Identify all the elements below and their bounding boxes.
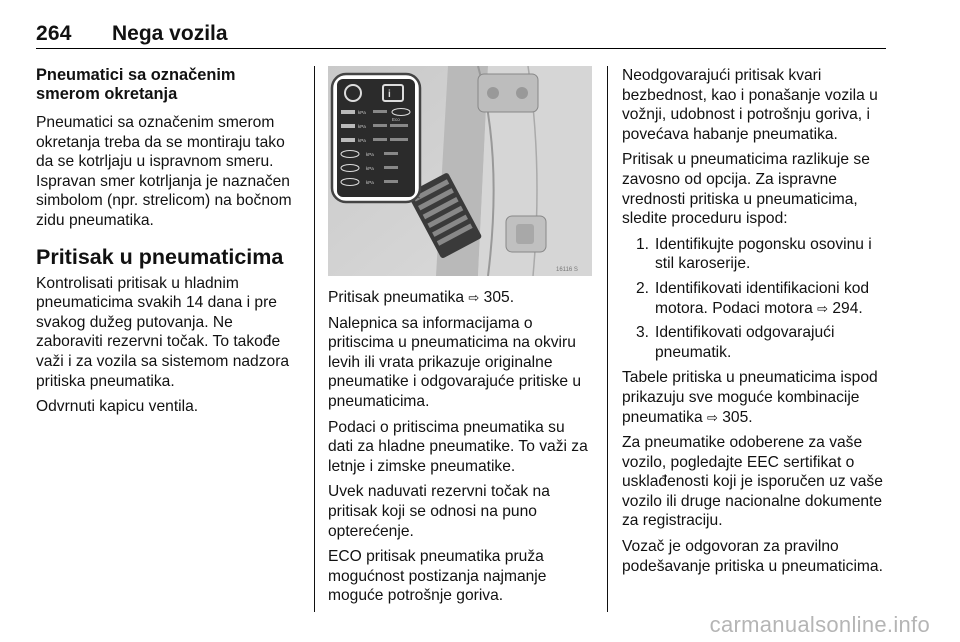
column-left xyxy=(36,66,302,423)
svg-text:kPa: kPa xyxy=(366,166,374,171)
paragraph-driver-responsible: Vozač je odgovoran za pravilno podešavanje pritiska u pneumaticima. xyxy=(622,538,883,575)
svg-text:Eco: Eco xyxy=(392,117,400,122)
paragraph-label-info: Nalepnica sa informacijama o pritiscima u pneumaticima na okviru levih ili vrata prikazuje originalne pneumatike i odgovarajuće pritiske u pneumaticima. xyxy=(328,314,582,410)
paragraph-spare-wheel: Uvek naduvati rezervni točak na pritisak koji se odnosi na puno opterećenje. xyxy=(328,483,550,540)
page-ref-arrow-icon: ⇨ xyxy=(817,300,828,316)
svg-text:kPa: kPa xyxy=(358,110,366,115)
heading-directional-tyres: Pneumatici sa označenim smerom okretanja xyxy=(36,66,236,103)
heading-tyre-pressure: Pritisak u pneumaticima xyxy=(36,244,284,269)
paragraph-valve-cap: Odvrnuti kapicu ventila. xyxy=(36,398,199,416)
tyre-pressure-label-figure xyxy=(328,66,592,276)
procedure-steps xyxy=(622,235,890,363)
column-divider-right xyxy=(607,66,608,612)
page-ref-arrow-icon: ⇨ xyxy=(468,290,480,305)
paragraph-pressure-ref: Pritisak pneumatika ⇨ 305. xyxy=(328,289,515,306)
svg-text:kPa: kPa xyxy=(358,124,366,129)
list-item: 2. Identifikovati identifikacioni kod motora. Podaci motora ⇨ 294. xyxy=(635,279,870,317)
paragraph-wrong-pressure: Neodgovarajući pritisak kvari bezbednost, kao i ponašanje vozila u vožnji, udobnost i potrošnju goriva, i povećava habanje pneumatika. xyxy=(622,67,878,143)
door-frame-illustration xyxy=(328,66,592,276)
paragraph-eco-pressure: ECO pritisak pneumatika pruža mogućnost postizanja najmanje moguće potrošnje goriva. xyxy=(328,548,547,605)
watermark: carmanualsonline.info xyxy=(709,612,930,637)
svg-text:kPa: kPa xyxy=(358,138,366,143)
paragraph-depends-options: Pritisak u pneumaticima razlikuje se zavosno od opcija. Za ispravne vrednosti pritiska u pneumaticima, sledite proceduru ispod: xyxy=(622,151,870,228)
list-item: 3. Identifikovati odgovarajući pneumatik. xyxy=(635,324,835,361)
chapter-title: Nega vozila xyxy=(112,22,228,45)
page-number: 264 xyxy=(36,22,72,45)
figure-code: 16116 S xyxy=(556,267,578,273)
svg-text:i: i xyxy=(388,89,391,100)
paragraph-eec-certificate: Za pneumatike odoberene za vaše vozilo, pogledajte EEC sertifikat o usklađenosti koji je isporučen uz vaše vozilo ili druge nacionalne dokumente za registraciju. xyxy=(622,434,883,530)
column-middle xyxy=(328,66,592,612)
svg-text:kPa: kPa xyxy=(366,180,374,185)
list-item: 1. Identifikujte pogonsku osovinu i stil karoserije. xyxy=(635,235,872,273)
page-ref-arrow-icon: ⇨ xyxy=(706,409,718,425)
paragraph-directional-tyres: Pneumatici sa označenim smerom okretanja treba da se montiraju tako da se kotrljaju u ispravnom smeru. Ispravan smer kotrljanja je naznačen simbolom (npr. strelicom) na bočnom zidu pneumatika. xyxy=(36,114,292,229)
column-right xyxy=(622,66,890,582)
page-header xyxy=(36,22,886,49)
paragraph-check-pressure: Kontrolisati pritisak u hladnim pneumaticima svakih 14 dana i pre svakog dužeg putovanja. Ne zaboraviti rezervni točak. To takođe važi i za vozila sa sistemom nadzora pritiska pneumatika. xyxy=(36,274,290,390)
svg-text:kPa: kPa xyxy=(366,152,374,157)
column-divider-left xyxy=(314,66,315,612)
paragraph-cold-tyres: Podaci o pritiscima pneumatika su dati za hladne pneumatike. To važi za letnje i zimske pneumatike. xyxy=(328,418,588,475)
paragraph-pressure-tables: Tabele pritiska u pneumaticima ispod prikazuju sve moguće kombinacije pneumatika ⇨ 305. xyxy=(622,369,878,426)
